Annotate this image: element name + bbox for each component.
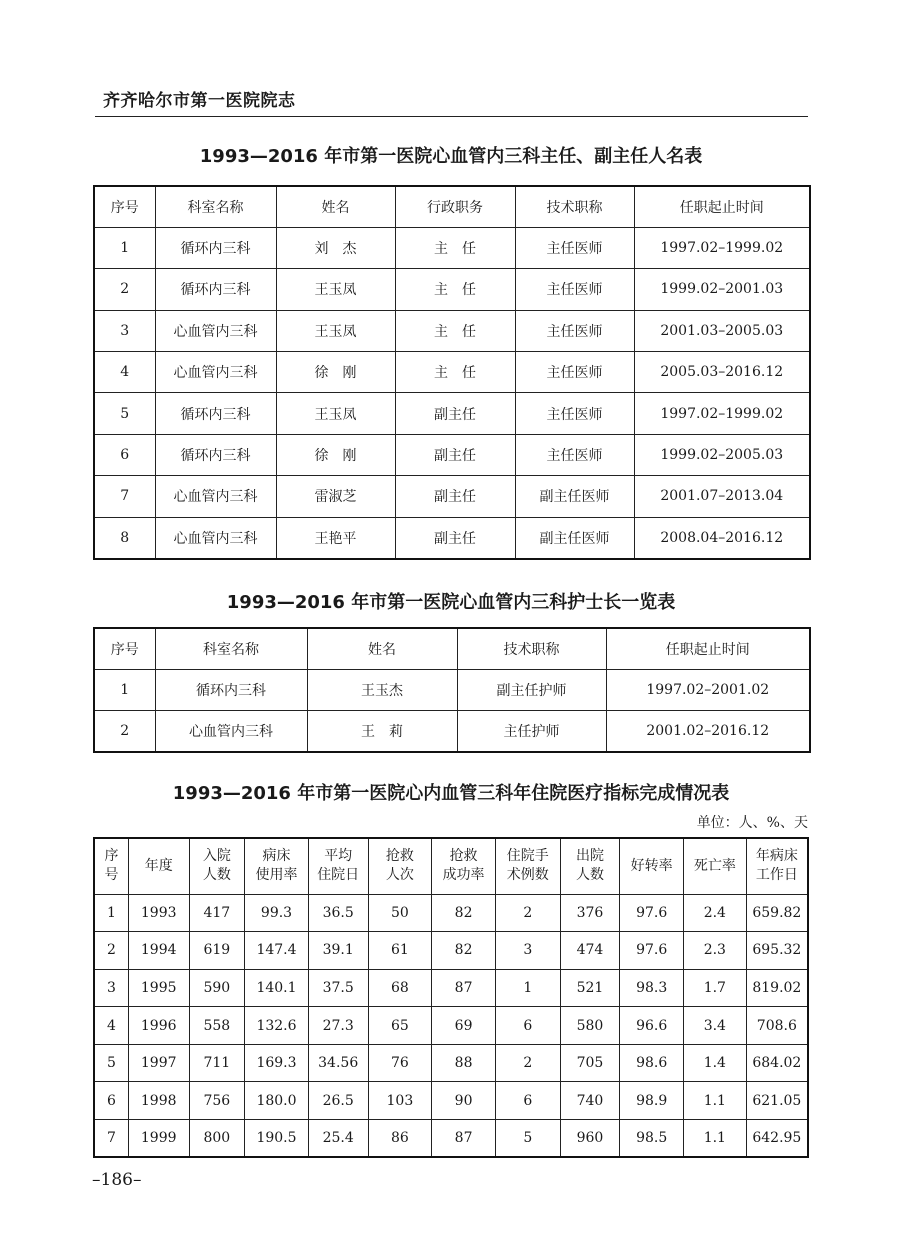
table-cell: 副主任医师	[515, 476, 634, 517]
table-cell: 695.32	[746, 932, 808, 970]
table-cell: 1	[94, 894, 128, 932]
table-cell: 98.6	[620, 1044, 684, 1082]
table-row	[94, 393, 810, 434]
table-cell: 98.5	[620, 1120, 684, 1158]
table-row	[94, 227, 810, 268]
column-header-line: 死亡率	[693, 857, 736, 874]
table-cell: 心血管内三科	[155, 352, 276, 393]
inpatient-indicators-table	[93, 837, 809, 1158]
table-cell: 474	[560, 932, 620, 970]
table-cell: 521	[560, 969, 620, 1007]
table-row	[94, 894, 808, 932]
table-cell: 5	[495, 1120, 560, 1158]
table-cell: 140.1	[245, 969, 309, 1007]
table-cell: 心血管内三科	[155, 476, 276, 517]
table-cell: 1997.02–2001.02	[606, 669, 810, 710]
column-header	[128, 838, 189, 894]
column-header: 任职起止时间	[634, 186, 810, 227]
table-cell: 2	[495, 894, 560, 932]
column-header: 序号	[94, 186, 155, 227]
table3-header-row	[94, 838, 808, 894]
table-row	[94, 1044, 808, 1082]
table-cell: 590	[189, 969, 245, 1007]
column-header-line: 术例数	[506, 867, 549, 884]
column-header-line: 年度	[144, 857, 173, 874]
table-cell: 副主任	[395, 393, 515, 434]
table-cell: 5	[94, 1044, 128, 1082]
table-cell: 2	[94, 711, 155, 752]
table-cell: 1997	[128, 1044, 189, 1082]
table-cell: 1997.02–1999.02	[634, 393, 810, 434]
table-cell: 王玉凤	[276, 393, 395, 434]
column-header	[308, 838, 368, 894]
table-cell: 26.5	[308, 1082, 368, 1120]
table-cell: 711	[189, 1044, 245, 1082]
table-cell: 27.3	[308, 1007, 368, 1045]
table-cell: 39.1	[308, 932, 368, 970]
table-cell: 61	[368, 932, 432, 970]
table-cell: 循环内三科	[155, 227, 276, 268]
column-header-line: 号	[104, 867, 119, 884]
table-cell: 97.6	[620, 894, 684, 932]
table-cell: 50	[368, 894, 432, 932]
table-cell: 2	[94, 932, 128, 970]
table-row	[94, 1007, 808, 1045]
table1-title: 1993—2016 年市第一医院心血管内三科主任、副主任人名表	[199, 146, 703, 167]
column-header-line: 平均	[324, 848, 353, 865]
header-rule	[95, 116, 808, 117]
table-cell: 6	[495, 1007, 560, 1045]
table-cell: 主任医师	[515, 227, 634, 268]
table-cell: 主任医师	[515, 434, 634, 475]
table-row	[94, 476, 810, 517]
table-cell: 2001.03–2005.03	[634, 310, 810, 351]
column-header-line: 人数	[575, 867, 604, 884]
column-header-line: 使用率	[255, 867, 298, 884]
table-row	[94, 669, 810, 710]
table-cell: 刘 杰	[276, 227, 395, 268]
table-cell: 82	[432, 894, 496, 932]
table-cell: 621.05	[746, 1082, 808, 1120]
table-cell: 1.4	[684, 1044, 747, 1082]
table-cell: 1995	[128, 969, 189, 1007]
column-header-line: 出院	[575, 848, 604, 865]
table-cell: 960	[560, 1120, 620, 1158]
table-cell: 王艳平	[276, 517, 395, 558]
table-cell: 659.82	[746, 894, 808, 932]
table-cell: 副主任医师	[515, 517, 634, 558]
table-cell: 2005.03–2016.12	[634, 352, 810, 393]
table-cell: 1993	[128, 894, 189, 932]
table-cell: 88	[432, 1044, 496, 1082]
table-cell: 36.5	[308, 894, 368, 932]
table-cell: 徐 刚	[276, 434, 395, 475]
table-row	[94, 711, 810, 752]
column-header-line: 好转率	[630, 857, 673, 874]
table-cell: 756	[189, 1082, 245, 1120]
table-cell: 90	[432, 1082, 496, 1120]
table-cell: 708.6	[746, 1007, 808, 1045]
table-cell: 98.9	[620, 1082, 684, 1120]
column-header	[432, 838, 496, 894]
table-cell: 3.4	[684, 1007, 747, 1045]
table-cell: 147.4	[245, 932, 309, 970]
column-header: 姓名	[276, 186, 395, 227]
column-header	[189, 838, 245, 894]
table-cell: 2.4	[684, 894, 747, 932]
table-cell: 800	[189, 1120, 245, 1158]
column-header-line: 住院日	[317, 867, 360, 884]
table-cell: 2001.02–2016.12	[606, 711, 810, 752]
table-row	[94, 1082, 808, 1120]
table3-unit: 单位：人、%、天	[696, 815, 808, 831]
table-cell: 王玉凤	[276, 310, 395, 351]
table-cell: 心血管内三科	[155, 711, 307, 752]
table-row	[94, 517, 810, 558]
table-cell: 65	[368, 1007, 432, 1045]
table-cell: 雷淑芝	[276, 476, 395, 517]
table-cell: 7	[94, 1120, 128, 1158]
table-cell: 主 任	[395, 352, 515, 393]
table-cell: 主任护师	[457, 711, 606, 752]
table-row	[94, 269, 810, 310]
table-cell: 1.1	[684, 1082, 747, 1120]
table-cell: 6	[94, 434, 155, 475]
table-cell: 副主任护师	[457, 669, 606, 710]
table-cell: 3	[495, 932, 560, 970]
column-header	[560, 838, 620, 894]
column-header: 序号	[94, 628, 155, 669]
table-row	[94, 310, 810, 351]
column-header	[495, 838, 560, 894]
table-cell: 86	[368, 1120, 432, 1158]
table-row	[94, 1120, 808, 1158]
table-cell: 副主任	[395, 517, 515, 558]
column-header: 科室名称	[155, 628, 307, 669]
column-header-line: 序	[104, 848, 119, 865]
table-cell: 2008.04–2016.12	[634, 517, 810, 558]
table-cell: 82	[432, 932, 496, 970]
table-cell: 1999	[128, 1120, 189, 1158]
table-cell: 1.7	[684, 969, 747, 1007]
table-cell: 3	[94, 969, 128, 1007]
column-header	[94, 838, 128, 894]
table-cell: 2001.07–2013.04	[634, 476, 810, 517]
table-cell: 主任医师	[515, 269, 634, 310]
table-cell: 180.0	[245, 1082, 309, 1120]
table-cell: 87	[432, 969, 496, 1007]
table-cell: 1999.02–2001.03	[634, 269, 810, 310]
table-cell: 5	[94, 393, 155, 434]
directors-table	[93, 185, 811, 560]
table-cell: 1	[94, 227, 155, 268]
table-cell: 王 莉	[307, 711, 457, 752]
table-cell: 190.5	[245, 1120, 309, 1158]
table-cell: 主任医师	[515, 310, 634, 351]
table-cell: 76	[368, 1044, 432, 1082]
table-cell: 循环内三科	[155, 669, 307, 710]
column-header	[746, 838, 808, 894]
running-head: 齐齐哈尔市第一医院院志	[103, 91, 296, 111]
table-row	[94, 352, 810, 393]
table-cell: 循环内三科	[155, 434, 276, 475]
table-row	[94, 932, 808, 970]
table-cell: 2	[94, 269, 155, 310]
table-cell: 87	[432, 1120, 496, 1158]
page-number: –186–	[92, 1170, 142, 1190]
table-cell: 2	[495, 1044, 560, 1082]
column-header	[620, 838, 684, 894]
table-cell: 1998	[128, 1082, 189, 1120]
column-header: 行政职务	[395, 186, 515, 227]
column-header	[245, 838, 309, 894]
column-header-line: 人次	[385, 867, 414, 884]
table-row	[94, 434, 810, 475]
table-cell: 132.6	[245, 1007, 309, 1045]
table-cell: 主 任	[395, 269, 515, 310]
table-cell: 王玉杰	[307, 669, 457, 710]
table-cell: 副主任	[395, 476, 515, 517]
column-header-line: 抢救	[385, 848, 414, 865]
table-cell: 96.6	[620, 1007, 684, 1045]
table-cell: 705	[560, 1044, 620, 1082]
column-header: 技术职称	[457, 628, 606, 669]
table2-header-row	[94, 628, 810, 669]
table-cell: 69	[432, 1007, 496, 1045]
table-cell: 740	[560, 1082, 620, 1120]
table-cell: 心血管内三科	[155, 310, 276, 351]
table-cell: 6	[495, 1082, 560, 1120]
table-cell: 642.95	[746, 1120, 808, 1158]
table-cell: 4	[94, 1007, 128, 1045]
table3-title: 1993—2016 年市第一医院心内血管三科年住院医疗指标完成情况表	[172, 783, 730, 804]
table-cell: 6	[94, 1082, 128, 1120]
column-header: 姓名	[307, 628, 457, 669]
table-cell: 2.3	[684, 932, 747, 970]
table-cell: 37.5	[308, 969, 368, 1007]
table1-header-row	[94, 186, 810, 227]
column-header-line: 住院手	[506, 848, 549, 865]
table-cell: 68	[368, 969, 432, 1007]
table-cell: 99.3	[245, 894, 309, 932]
table-cell: 1997.02–1999.02	[634, 227, 810, 268]
column-header-line: 工作日	[755, 867, 798, 884]
table-cell: 558	[189, 1007, 245, 1045]
table-cell: 25.4	[308, 1120, 368, 1158]
column-header-line: 成功率	[442, 867, 485, 884]
table-cell: 580	[560, 1007, 620, 1045]
column-header: 技术职称	[515, 186, 634, 227]
table-cell: 4	[94, 352, 155, 393]
table-cell: 副主任	[395, 434, 515, 475]
column-header-line: 抢救	[449, 848, 478, 865]
column-header	[684, 838, 747, 894]
table-cell: 684.02	[746, 1044, 808, 1082]
table-cell: 1	[495, 969, 560, 1007]
table-cell: 376	[560, 894, 620, 932]
table-cell: 1.1	[684, 1120, 747, 1158]
column-header: 科室名称	[155, 186, 276, 227]
table-cell: 417	[189, 894, 245, 932]
table-cell: 169.3	[245, 1044, 309, 1082]
table-cell: 1994	[128, 932, 189, 970]
table-cell: 主 任	[395, 227, 515, 268]
table-cell: 97.6	[620, 932, 684, 970]
table-cell: 819.02	[746, 969, 808, 1007]
table-cell: 98.3	[620, 969, 684, 1007]
table-cell: 心血管内三科	[155, 517, 276, 558]
table-cell: 34.56	[308, 1044, 368, 1082]
table-cell: 7	[94, 476, 155, 517]
table-cell: 1999.02–2005.03	[634, 434, 810, 475]
column-header-line: 人数	[202, 867, 231, 884]
column-header	[368, 838, 432, 894]
table-cell: 循环内三科	[155, 393, 276, 434]
column-header-line: 年病床	[755, 848, 798, 865]
table-cell: 主任医师	[515, 393, 634, 434]
table-cell: 1	[94, 669, 155, 710]
table-cell: 主 任	[395, 310, 515, 351]
table-cell: 1996	[128, 1007, 189, 1045]
table-cell: 619	[189, 932, 245, 970]
table-cell: 徐 刚	[276, 352, 395, 393]
column-header-line: 入院	[202, 848, 231, 865]
table2-title: 1993—2016 年市第一医院心血管内三科护士长一览表	[226, 592, 676, 613]
column-header-line: 病床	[262, 848, 291, 865]
table-cell: 王玉凤	[276, 269, 395, 310]
head-nurses-table	[93, 627, 811, 753]
table-cell: 8	[94, 517, 155, 558]
table-cell: 循环内三科	[155, 269, 276, 310]
table-row	[94, 969, 808, 1007]
table-cell: 主任医师	[515, 352, 634, 393]
table-cell: 103	[368, 1082, 432, 1120]
column-header: 任职起止时间	[606, 628, 810, 669]
table-cell: 3	[94, 310, 155, 351]
